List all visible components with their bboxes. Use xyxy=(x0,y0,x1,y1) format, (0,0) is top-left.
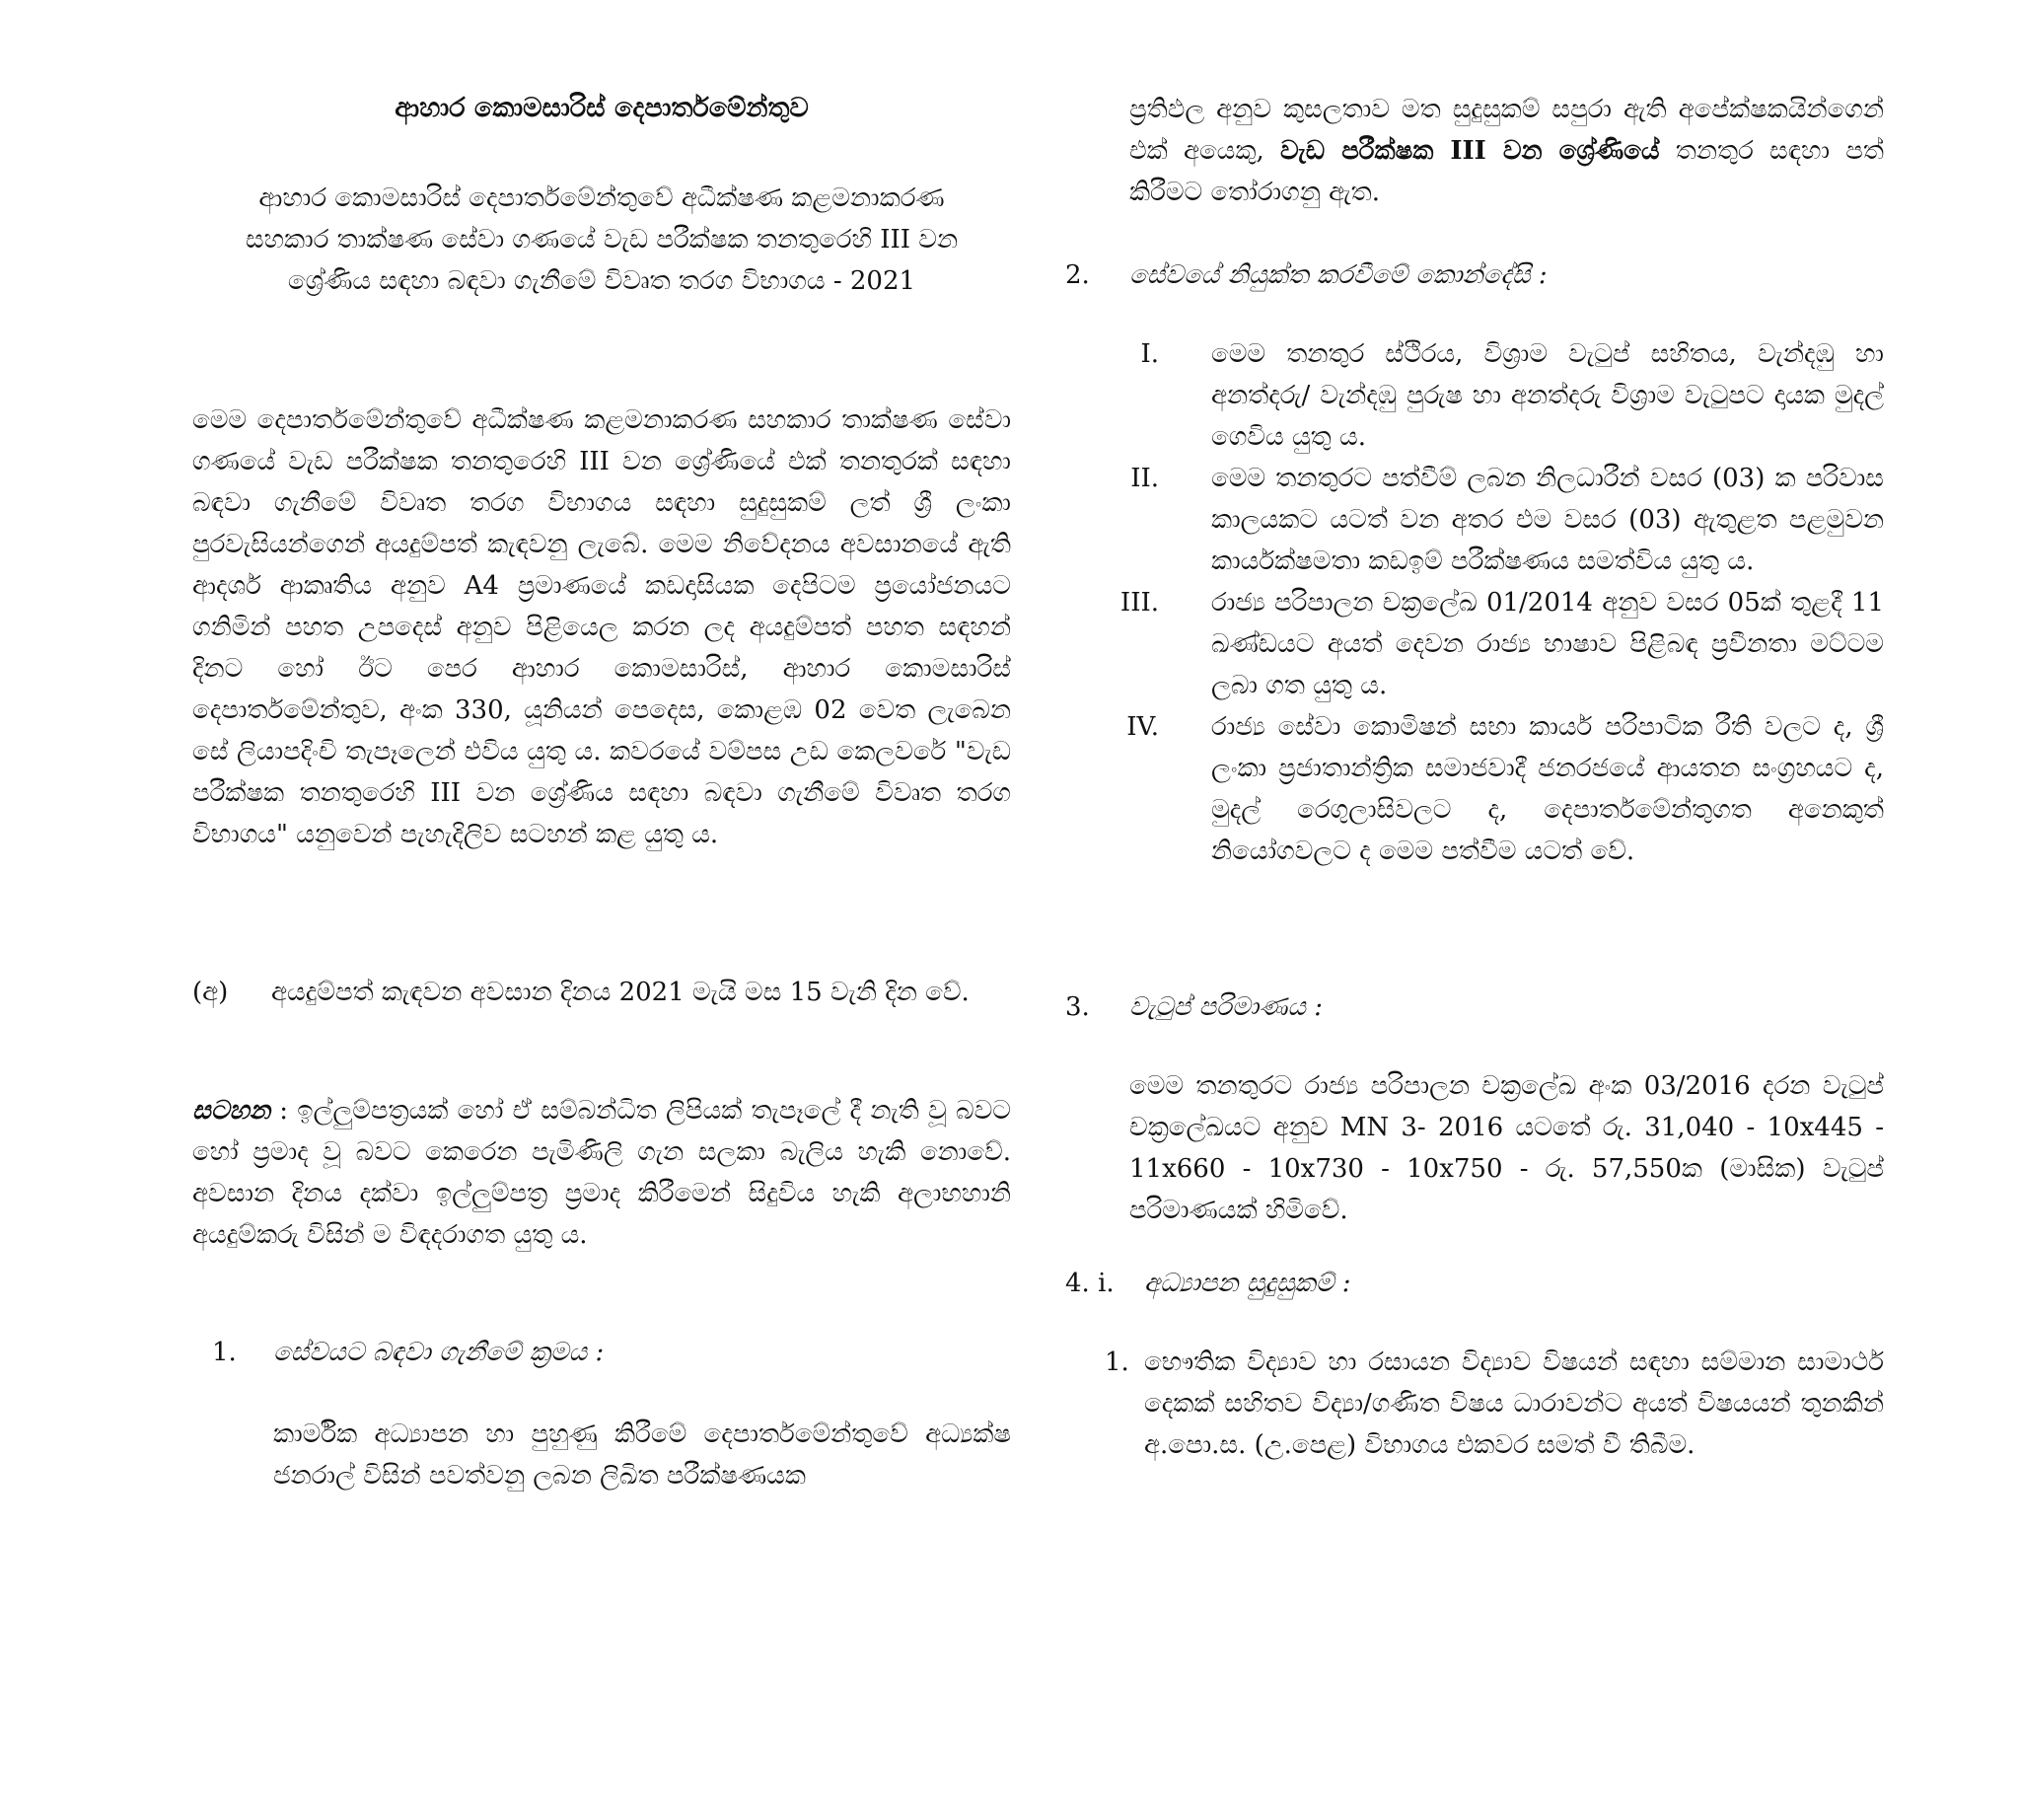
section-1-continuation xyxy=(1129,89,1884,213)
continuation-part-2: තනතුර සඳහා පත් කිරීමට තෝරාගනු ඇත. xyxy=(1129,136,1884,207)
section-4-number: 4. i. xyxy=(1065,1269,1115,1298)
note-text: : ඉල්ලුම්පත්‍රයක් හෝ ඒ සම්බන්ධිත ලිපියක් තැපෑලේ දී නැති වූ බවට හෝ ප්‍රමාද වූ බවට කෙරෙන පැමිණිලි ගැන සලකා බැලිය හැකි නොවේ. අවසාන දිනය දක්වා ඉල්ලුම්පත්‍ර ප්‍රමාද කිරීමෙන් සිදුවිය හැකි අලාභහානි අයදුම්කරු විසින් ම විඳදරාගත යුතු ය. xyxy=(192,1096,1011,1250)
continuation-part-1: ප්‍රතිඵල අනුව කුසලතාව මත සුදුසුකම් සපුරා ඇති අපේක්ෂකයින්ගෙන් එක් අයෙකු, xyxy=(1129,95,1884,166)
continuation-bold-post: වැඩ පරීක්ෂක III වන ශ්‍රේණියේ xyxy=(1279,136,1660,166)
condition-item xyxy=(1065,582,1884,706)
intro-paragraph: මෙම දෙපාර්තමේන්තුවේ අධීක්ෂණ කළමනාකරණ සහකාර තාක්ෂණ සේවා ගණයේ වැඩ පරීක්ෂක තනතුරෙහි III වන ශ්‍රේණියේ එක් තනතුරක් සඳහා බඳවා ගැනීමේ විවෘත තරග විභාගය සඳහා සුදුසුකම් ලත් ශ්‍රී ලංකා පුරවැසියන්ගෙන් අයදුම්පත් කැඳවනු ලැබේ. මෙම නිවේදනය අවසානයේ ඇති ආදර්ශ ආකෘතිය අනුව A4 ප්‍රමාණයේ කඩදාසියක දෙපිටම ප්‍රයෝජනයට ගනිමින් පහත උපදෙස් අනුව පිළියෙල කරන ලද අයදුම්පත් පහත සඳහන් දිනට හෝ ඊට පෙර ආහාර කොමසාරිස්, ආහාර කොමසාරිස් දෙපාර්තමේන්තුව, අංක 330, යූනියන් පෙදෙස, කොළඹ 02 වෙත ලැබෙන සේ ලියාපදිංචි තැපෑලෙන් එවිය යුතු ය. කවරයේ වම්පස උඩ කෙලවරේ "වැඩ පරීක්ෂක තනතුරෙහි III වන ශ්‍රේණිය සඳහා බඳවා ගැනීමේ විවෘත තරග විභාගය" යනුවෙන් පැහැදිලිව සටහන් කළ යුතු ය. xyxy=(192,405,1011,849)
condition-number: IV. xyxy=(1126,712,1159,742)
condition-item xyxy=(1065,333,1884,458)
section-1-number: 1. xyxy=(212,1338,237,1367)
conditions-list xyxy=(1065,333,1884,872)
condition-text: මෙම තනතුරට පත්වීම් ලබන නිලධාරීන් වසර (03) ක පරිවාස කාලයකට යටත් වන අතර එම වසර (03) ඇතුළත පළමුවන කාර්යක්ෂමතා කඩඉම් පරීක්ෂණය සමත්විය යුතු ය. xyxy=(1211,464,1884,576)
qualification-number: 1. xyxy=(1105,1347,1129,1377)
qualification-item xyxy=(1105,1342,1884,1466)
condition-number: II. xyxy=(1130,464,1159,493)
item-a-marker: (අ) xyxy=(192,978,229,1007)
section-2-number: 2. xyxy=(1065,260,1090,290)
condition-text: රාජ්‍ය සේවා කොමිෂන් සභා කාර්ය පරිපාටික රීති වලට ද, ශ්‍රී ලංකා ප්‍රජාතාන්ත්‍රික සමාජවාදී ජනරජයේ ආයතන සංග්‍රහයට ද, මුදල් රෙගුලාසිවලට ද, දෙපාර්තමේන්තුගත අනෙකුත් නියෝගවලට ද මෙම පත්වීම යටත් වේ. xyxy=(1211,712,1884,866)
condition-item xyxy=(1065,706,1884,872)
condition-item xyxy=(1065,458,1884,582)
qualification-text: භෞතික විද්‍යාව හා රසායන විද්‍යාව විෂයන් සඳහා සම්මාන සාමාර්ථ දෙකක් සහිතව විද්‍යා/ගණිත විෂය ධාරාවන්ට අයත් විෂයයන් තුනකින් අ.පො.ස. (උ.පෙළ) විභාගය එකවර සමත් වී තිබීම. xyxy=(1144,1347,1884,1460)
section-2-title: සේවයේ නියුක්ත කරවීමේ කොන්දේසි : xyxy=(1129,260,1548,290)
condition-number: I. xyxy=(1140,339,1159,369)
condition-text: රාජ්‍ය පරිපාලන චක්‍රලේඛ 01/2014 අනුව වසර 05ක් තුළදී 11 ඛණ්ඩයට අයත් දෙවන රාජ්‍ය භාෂාව පිළිබඳ ප්‍රවීනතා මට්ටම ලබා ගත යුතු ය. xyxy=(1211,588,1884,700)
condition-text: මෙම තනතුර ස්ථිරය, විශ්‍රාම වැටුප් සහිතය, වැන්දඹු හා අනත්දරු/ වැන්දඹු පුරුෂ හා අනත්දරු විශ්‍රාම වැටුපට දායක මුදල් ගෙවිය යුතු ය. xyxy=(1211,339,1884,452)
section-4-title: අධ්‍යාපන සුදුසුකම් : xyxy=(1144,1269,1351,1298)
department-title: ආහාර කොමසාරිස් දෙපාර්තමේන්තුව xyxy=(395,93,809,123)
section-1-body: කාර්මික අධ්‍යාපන හා පුහුණු කිරීමේ දෙපාර්තමේන්තුවේ අධ්‍යක්ෂ ජනරාල් විසින් පවත්වනු ලබන ලිඛිත පරීක්ෂණයක xyxy=(273,1420,1011,1491)
section-1-title: සේවයට බඳවා ගැනීමේ ක්‍රමය : xyxy=(273,1338,605,1367)
section-3-number: 3. xyxy=(1065,992,1090,1022)
notice-subtitle: ආහාර කොමසාරිස් දෙපාර්තමේන්තුවේ අධීක්ෂණ කළමනාකරණ සහකාර තාක්ෂණ සේවා ගණයේ වැඩ පරීක්ෂක තනතුරෙහි III වන ශ්‍රේණිය සඳහා බඳවා ගැනීමේ විවෘත තරග විභාගය - 2021 xyxy=(245,183,959,296)
section-3-title: වැටුප් පරිමාණය : xyxy=(1129,992,1323,1022)
condition-number: III. xyxy=(1119,588,1159,618)
qualifications-list xyxy=(1105,1342,1884,1466)
item-a-text: අයදුම්පත් කැඳවන අවසාන දිනය 2021 මැයි මස 15 වැනි දින වේ. xyxy=(271,978,970,1007)
salary-scale-text: මෙම තනතුරට රාජ්‍ය පරිපාලන චක්‍රලේඛ අංක 03/2016 දරන වැටුප් චක්‍රලේඛයට අනුව MN 3- 2016 යටතේ රු. 31,040 - 10x445 - 11x660 - 10x730 - 10x750 - රු. 57,550ක (මාසික) වැටුප් පරිමාණයක් හිමිවේ. xyxy=(1129,1071,1884,1225)
note-paragraph xyxy=(192,1090,1011,1256)
note-label: සටහන xyxy=(192,1096,270,1126)
